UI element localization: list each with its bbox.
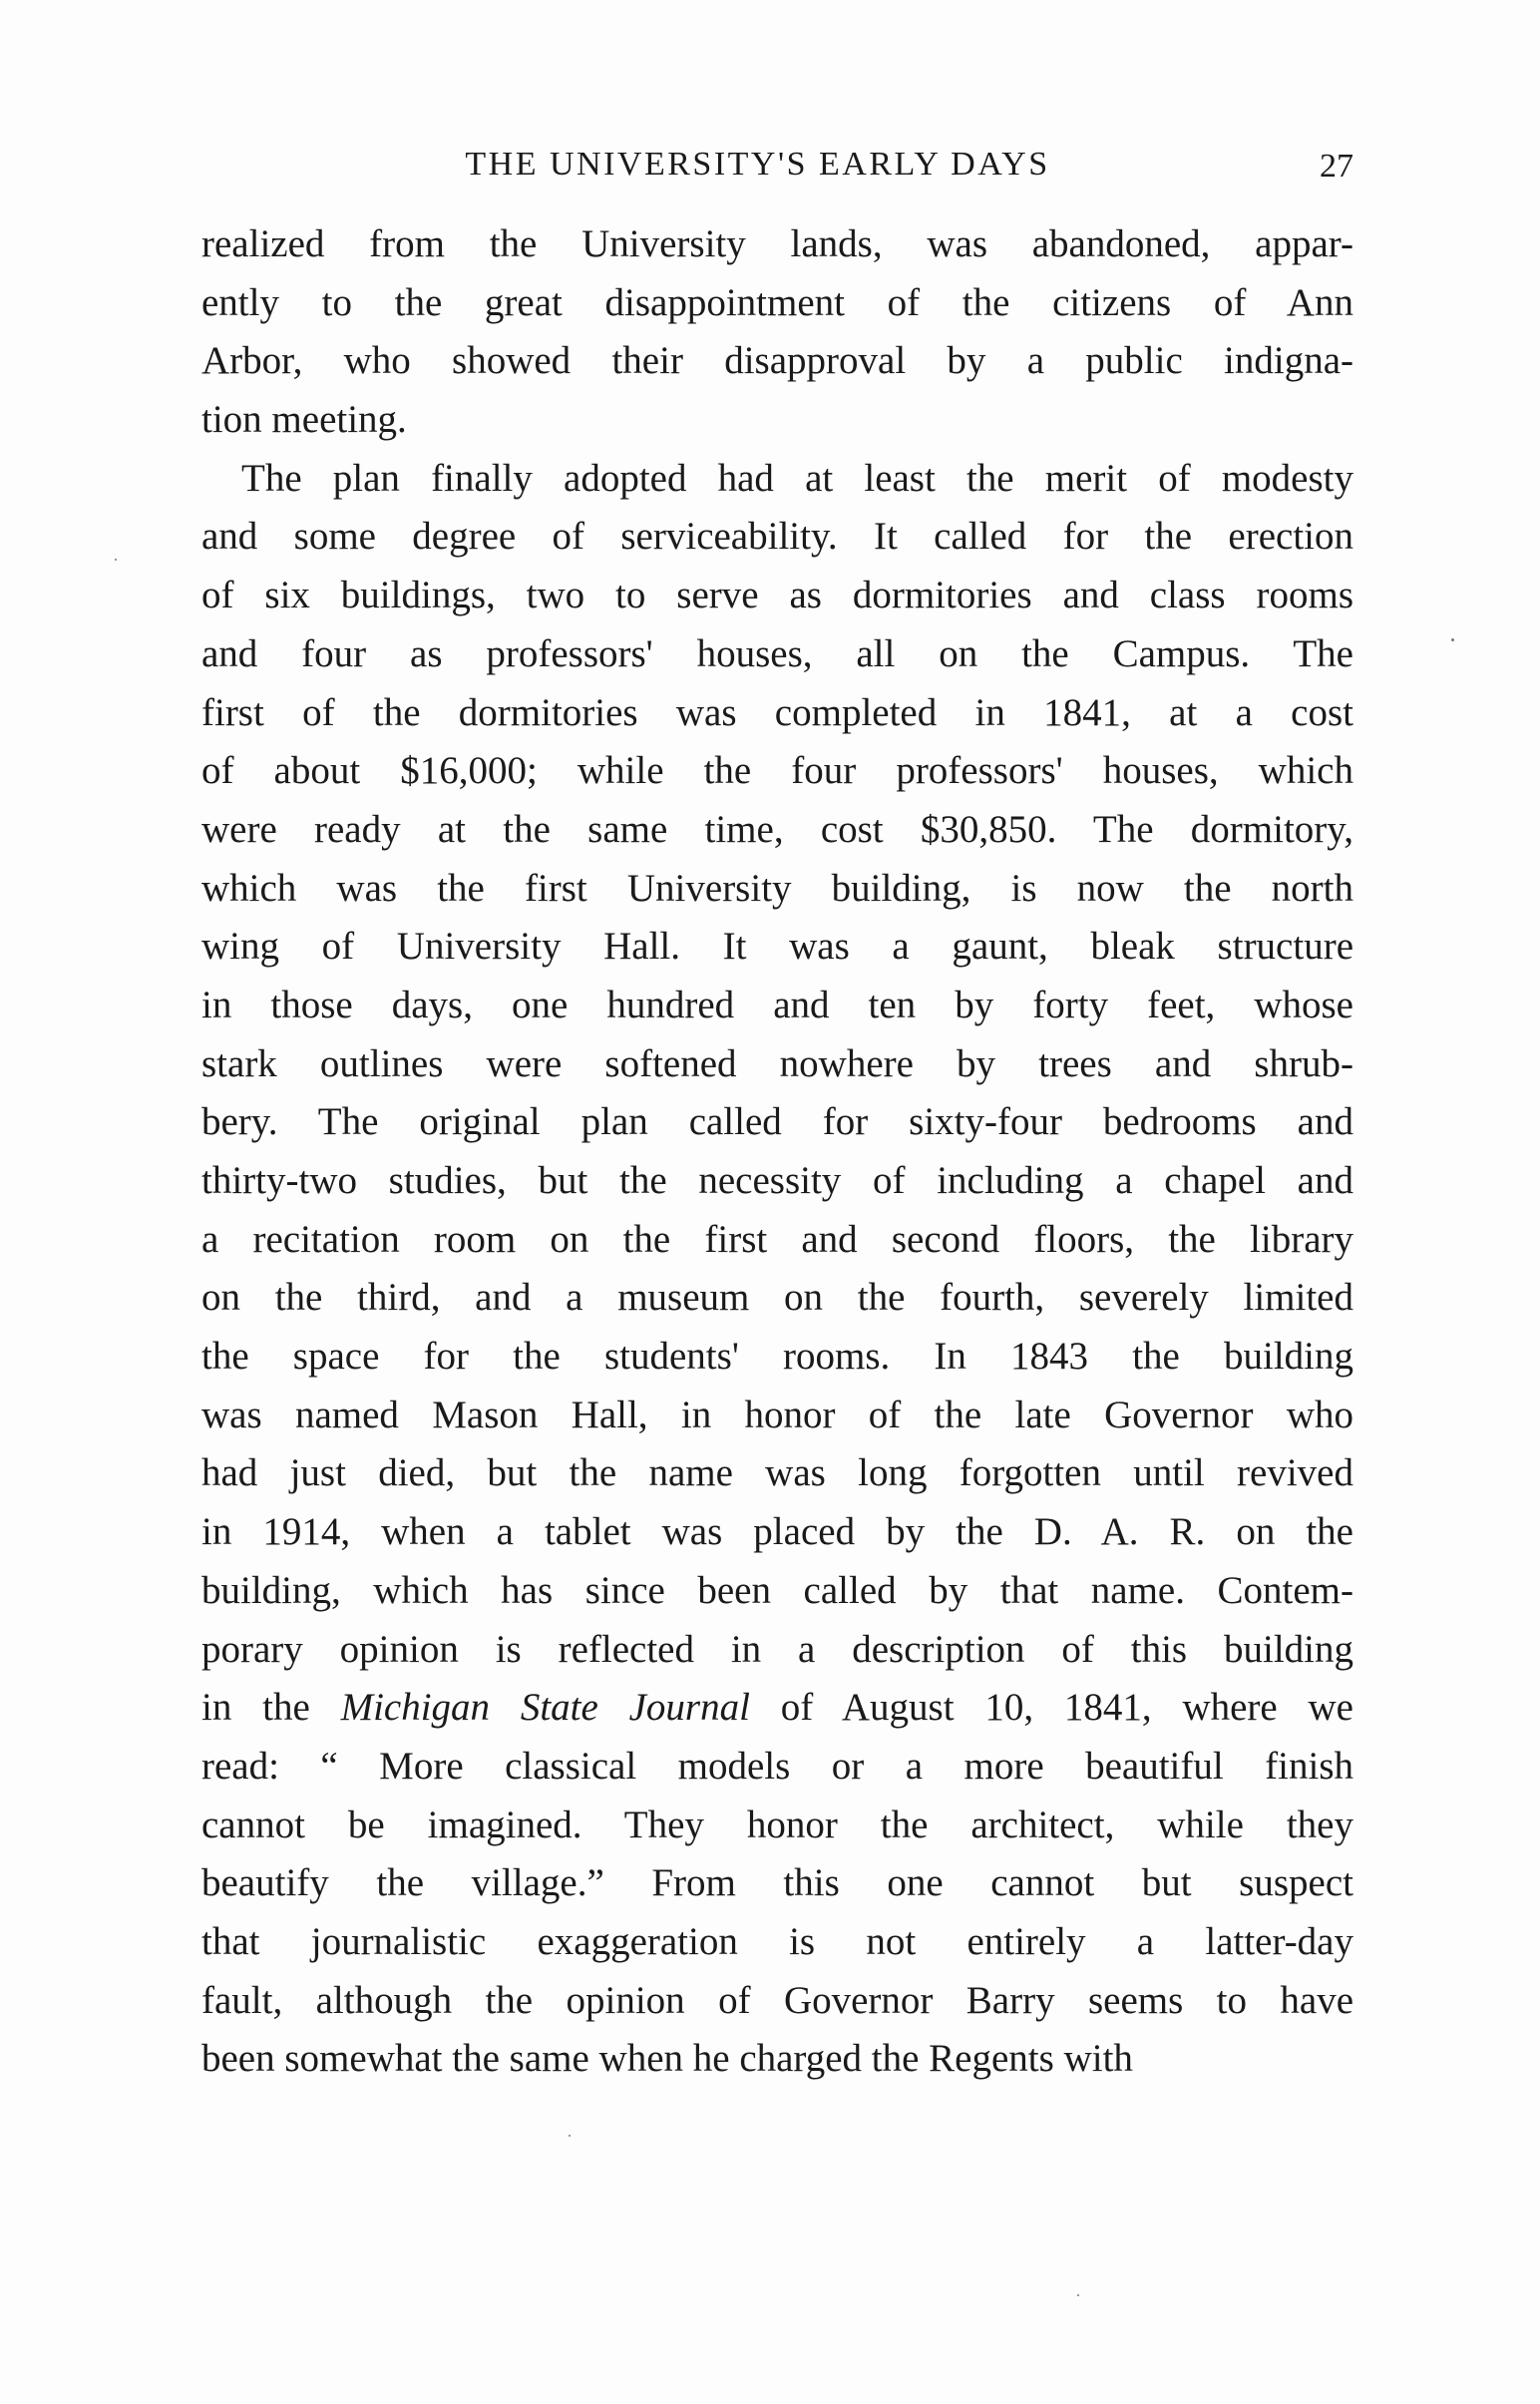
page-number: 27	[1320, 148, 1353, 185]
text-line: were ready at the same time, cost $30,850. The dormitory,	[201, 807, 1353, 851]
text-line: in those days, one hundred and ten by forty feet, whose	[201, 983, 1353, 1026]
text-line: building, which has since been called by that name. Contem-	[201, 1568, 1353, 1612]
text-line: porary opinion is reflected in a description of this building	[201, 1627, 1353, 1671]
text-run: of August 10, 1841, where we	[749, 1686, 1353, 1730]
body-text	[201, 215, 1353, 2089]
text-line: Arbor, who showed their disapproval by a public indigna-	[201, 339, 1353, 383]
text-line: stark outlines were softened nowhere by trees and shrub-	[201, 1041, 1353, 1085]
text-line: in 1914, when a tablet was placed by the D. A. R. on the	[201, 1510, 1353, 1554]
running-head	[201, 146, 1353, 190]
text-line: the space for the students' rooms. In 1843 the building	[201, 1335, 1353, 1379]
text-line: on the third, and a museum on the fourth, severely limited	[201, 1276, 1353, 1320]
text-line: ently to the great disappointment of the citizens of Ann	[201, 280, 1353, 324]
text-line: and some degree of serviceability. It called for the erection	[201, 515, 1353, 559]
text-line	[201, 1679, 1353, 1738]
text-line: beautify the village.” From this one cannot but suspect	[201, 1861, 1353, 1905]
paragraph	[201, 215, 1353, 450]
text-run: in the	[201, 1686, 341, 1730]
paragraph	[201, 450, 1353, 2089]
italic-title: Michigan State Journal	[340, 1686, 750, 1730]
text-line: of six buildings, two to serve as dormitories and class rooms	[201, 574, 1353, 617]
scan-speck	[1451, 638, 1454, 641]
text-line: wing of University Hall. It was a gaunt, bleak structure	[201, 925, 1353, 969]
text-line: was named Mason Hall, in honor of the late Governor who	[201, 1393, 1353, 1436]
text-line: which was the first University building, is now the north	[201, 866, 1353, 910]
text-line: thirty-two studies, but the necessity of including a chapel and	[201, 1159, 1353, 1202]
text-line: of about $16,000; while the four professors' houses, which	[201, 749, 1353, 793]
text-line: tion meeting.	[201, 398, 407, 442]
running-head-title: THE UNIVERSITY'S EARLY DAYS	[465, 146, 1050, 183]
text-line: bery. The original plan called for sixty-four bedrooms and	[201, 1100, 1353, 1144]
text-line: The plan finally adopted had at least the merit of modesty	[241, 456, 1353, 500]
text-line: been somewhat the same when he charged the Regents with	[201, 2037, 1133, 2081]
text-line: had just died, but the name was long forgotten until revived	[201, 1451, 1353, 1495]
text-line: first of the dormitories was completed in 1841, at a cost	[201, 690, 1353, 734]
text-line: read: “ More classical models or a more beautiful finish	[201, 1744, 1353, 1788]
text-line: fault, although the opinion of Governor Barry seems to have	[201, 1978, 1353, 2022]
text-line: a recitation room on the first and second floors, the library	[201, 1217, 1353, 1261]
text-line: and four as professors' houses, all on the Campus. The	[201, 631, 1353, 675]
scan-speck	[115, 559, 117, 561]
scan-speck	[1077, 2294, 1079, 2296]
scan-speck	[569, 2135, 571, 2137]
text-line: that journalistic exaggeration is not entirely a latter-day	[201, 1919, 1353, 1963]
text-line: realized from the University lands, was abandoned, appar-	[201, 222, 1353, 265]
text-line: cannot be imagined. They honor the architect, while they	[201, 1803, 1353, 1846]
